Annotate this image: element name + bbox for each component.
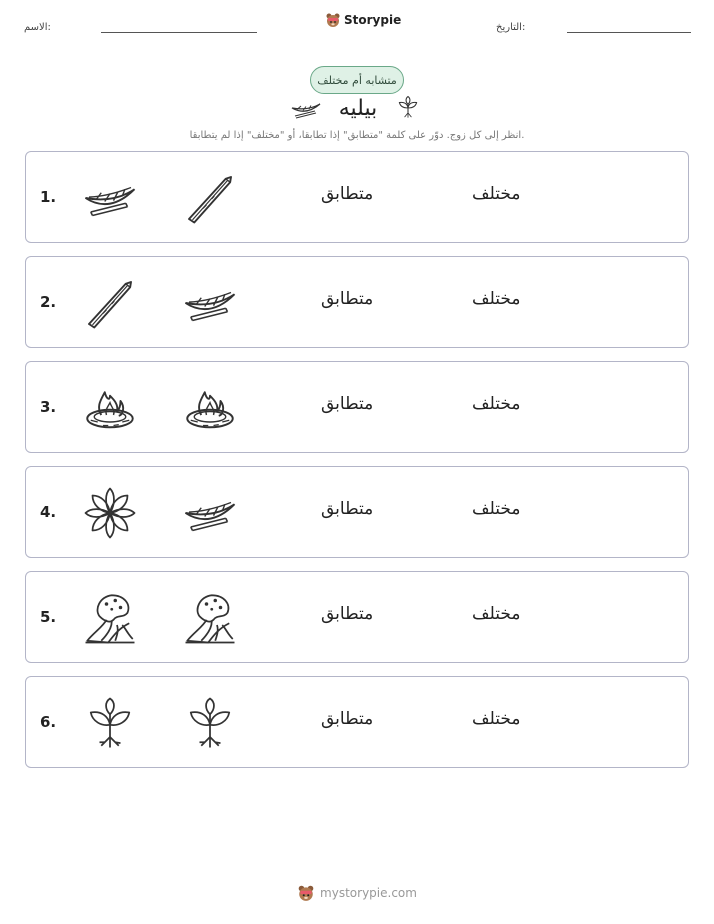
brand-logo [325,12,401,28]
bear-mascot-icon [325,12,341,28]
exercise-row-1 [25,151,689,243]
date-label: التاريخ: [496,22,526,33]
canoe-icon [290,99,322,119]
exercise-row-6 [25,676,689,768]
canoe-icon [182,275,238,331]
different-option[interactable]: مختلف [472,289,521,309]
worksheet-title: بيليه [338,96,378,121]
same-option[interactable]: متطابق [321,499,374,519]
campfire-icon [182,380,238,436]
different-option[interactable]: مختلف [472,184,521,204]
sprout-icon [182,695,238,751]
stick-icon [82,275,138,331]
exercise-number: 6. [40,713,57,731]
exercise-number: 3. [40,398,57,416]
different-option[interactable]: مختلف [472,499,521,519]
same-option[interactable]: متطابق [321,604,374,624]
canoe-icon [182,485,238,541]
exercise-row-5 [25,571,689,663]
stick-icon [182,170,238,226]
footer-site[interactable]: mystorypie.com [320,886,417,900]
sprout-icon [396,92,420,120]
worksheet-instruction: انظر إلى كل زوج. دوّر على كلمة "متطابق" إذا تطابقا، أو "مختلف" إذا لم يتطابقا. [189,130,525,141]
flower-icon [82,485,138,541]
exercise-row-2 [25,256,689,348]
campfire-icon [82,380,138,436]
volcano-icon [82,590,138,646]
exercise-number: 1. [40,188,57,206]
exercise-row-4 [25,466,689,558]
different-option[interactable]: مختلف [472,709,521,729]
name-label: الاسم: [24,22,51,33]
exercise-row-3 [25,361,689,453]
sprout-icon [82,695,138,751]
canoe-icon [82,170,138,226]
same-option[interactable]: متطابق [321,394,374,414]
exercise-number: 5. [40,608,57,626]
brand-name: Storypie [344,13,402,27]
bear-mascot-icon [297,884,315,902]
name-line[interactable] [101,32,257,33]
date-line[interactable] [567,32,691,33]
same-option[interactable]: متطابق [321,709,374,729]
worksheet-badge: متشابه أم مختلف [310,66,404,94]
same-option[interactable]: متطابق [321,184,374,204]
same-option[interactable]: متطابق [321,289,374,309]
exercise-number: 4. [40,503,57,521]
different-option[interactable]: مختلف [472,604,521,624]
volcano-icon [182,590,238,646]
exercise-number: 2. [40,293,57,311]
different-option[interactable]: مختلف [472,394,521,414]
footer [0,884,714,902]
